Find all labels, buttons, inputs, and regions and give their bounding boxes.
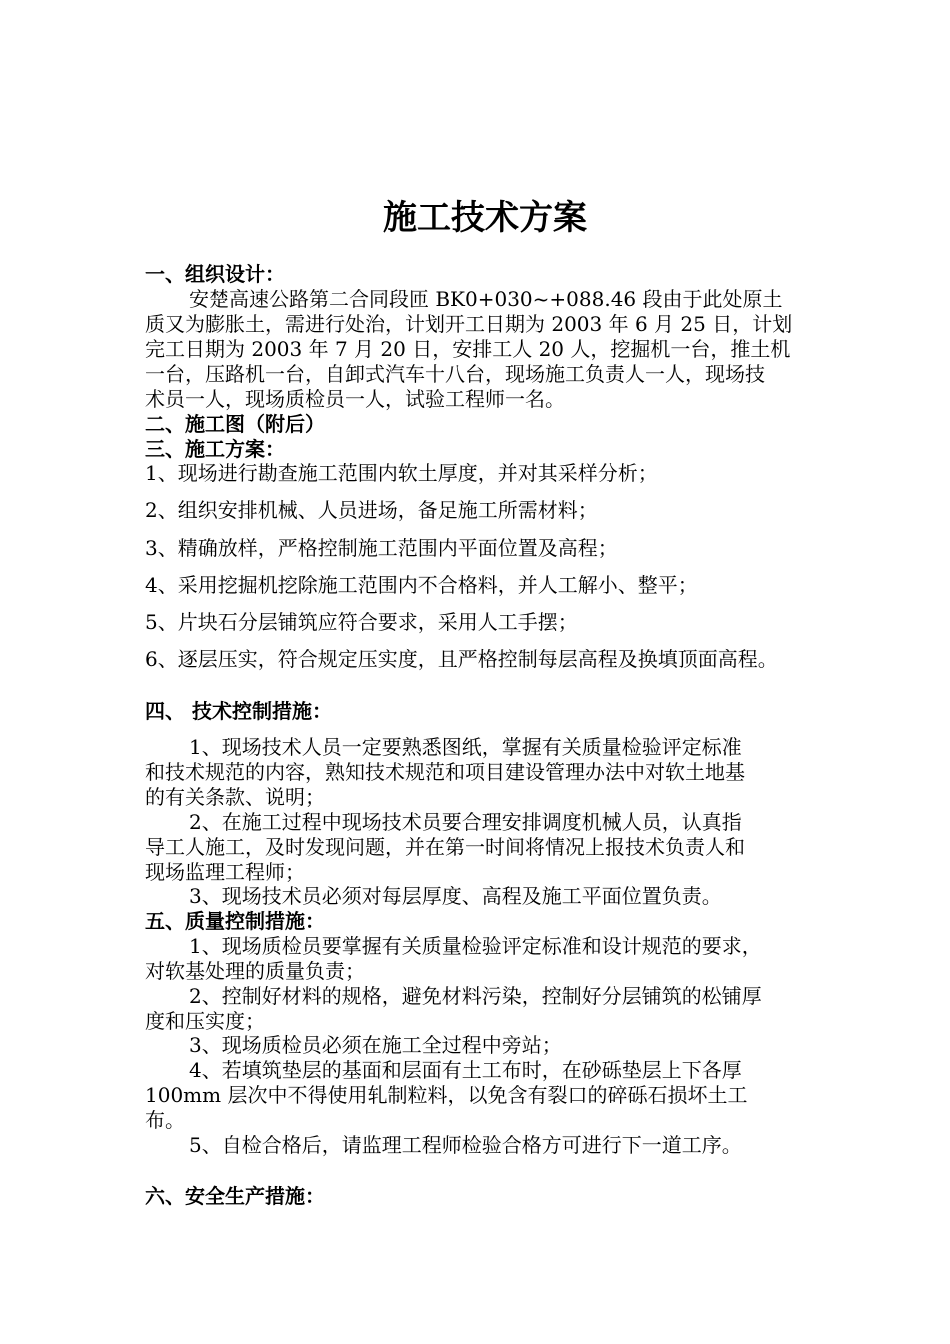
section-6-heading: 六、安全生产措施： [145,1184,325,1208]
section-5-line: 对软基处理的质量负责； [145,959,365,983]
section-4-line: 3、现场技术员必须对每层厚度、高程及施工平面位置负责。 [189,884,722,908]
section-4-line: 现场监理工程师； [145,860,305,884]
section-5-line: 布。 [145,1108,185,1132]
section-3-item: 1、现场进行勘查施工范围内软土厚度，并对其采样分析； [145,461,658,485]
section-3-item: 6、逐层压实，符合规定压实度，且严格控制每层高程及换填顶面高程。 [145,647,778,671]
section-4-line: 和技术规范的内容，熟知技术规范和项目建设管理办法中对软土地基 [145,760,745,784]
section-2-heading: 二、施工图（附后） [145,412,325,436]
section-5-heading: 五、质量控制措施： [145,909,325,933]
section-1-line: 一台，压路机一台，自卸式汽车十八台，现场施工负责人一人，现场技 [145,362,765,386]
section-5-line: 5、自检合格后，请监理工程师检验合格方可进行下一道工序。 [189,1133,742,1157]
section-1-line: 安楚高速公路第二合同段匝 BK0+030~+088.46 段由于此处原土 [189,287,783,311]
section-3-item: 4、采用挖掘机挖除施工范围内不合格料，并人工解小、整平； [145,573,698,597]
section-5-line: 度和压实度； [145,1009,265,1033]
section-5-line: 2、控制好材料的规格，避免材料污染，控制好分层铺筑的松铺厚 [189,984,762,1008]
document-title: 施工技术方案 [383,198,587,238]
section-1-line: 术员一人，现场质检员一人，试验工程师一名。 [145,387,565,411]
section-3-item: 3、精确放样，严格控制施工范围内平面位置及高程； [145,536,618,560]
section-4-line: 导工人施工，及时发现问题，并在第一时间将情况上报技术负责人和 [145,835,745,859]
section-5-line: 4、若填筑垫层的基面和层面有土工布时，在砂砾垫层上下各厚 [189,1058,742,1082]
section-5-line: 3、现场质检员必须在施工全过程中旁站； [189,1033,562,1057]
section-3-heading: 三、施工方案： [145,437,285,461]
section-1-heading: 一、组织设计： [145,262,285,286]
section-3-item: 5、片块石分层铺筑应符合要求，采用人工手摆； [145,610,578,634]
section-4-heading: 四、 技术控制措施： [145,699,332,723]
section-5-line: 100mm 层次中不得使用轧制粒料，以免含有裂口的碎砾石损坏土工 [145,1083,748,1107]
section-1-line: 完工日期为 2003 年 7 月 20 日，安排工人 20 人，挖掘机一台，推土机 [145,337,791,361]
section-4-line: 1、现场技术人员一定要熟悉图纸，掌握有关质量检验评定标准 [189,735,742,759]
section-4-line: 的有关条款、说明； [145,785,325,809]
section-3-item: 2、组织安排机械、人员进场，备足施工所需材料； [145,498,598,522]
section-1-line: 质又为膨胀土，需进行处治，计划开工日期为 2003 年 6 月 25 日，计划 [145,312,793,336]
section-4-line: 2、在施工过程中现场技术员要合理安排调度机械人员，认真指 [189,810,742,834]
section-5-line: 1、现场质检员要掌握有关质量检验评定标准和设计规范的要求， [189,934,762,958]
